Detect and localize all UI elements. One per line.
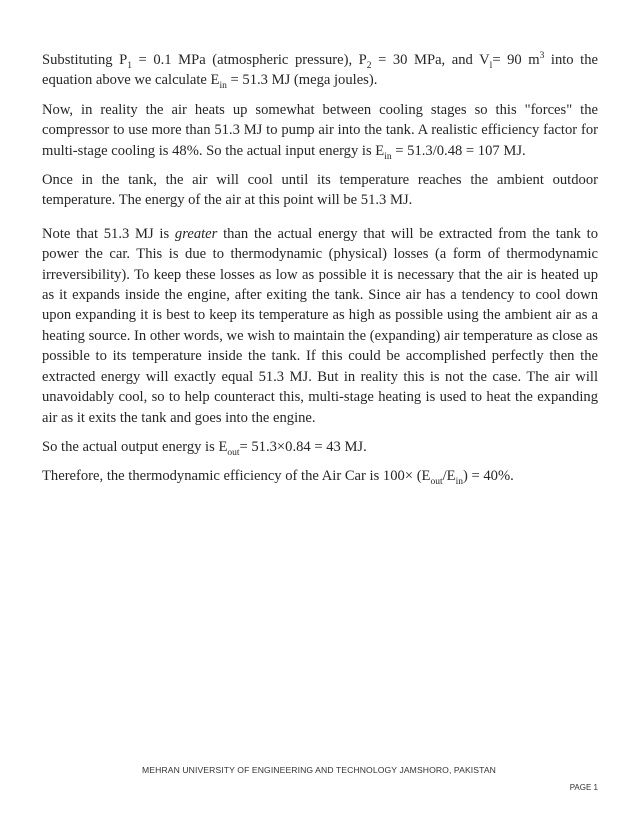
superscript: 3: [539, 51, 545, 62]
text-run: ) = 40%.: [463, 468, 514, 485]
text-run: = 51.3/0.48 = 107 MJ.: [391, 142, 526, 159]
paragraph-tank-cooling: [42, 170, 598, 211]
paragraph-substitution: [42, 50, 598, 91]
text-run: = 30 MPa, and V: [371, 52, 490, 68]
paragraph-input-energy: [42, 100, 598, 161]
subscript: l: [489, 60, 493, 71]
text-run: = 0.1 MPa (atmospheric pressure), P: [131, 52, 367, 68]
paragraph-efficiency: [42, 466, 598, 486]
text-run: Once in the tank, the air will cool until its temperature reaches the ambient outdoor temperature. The energy of the air at this point will be 51.3 MJ.: [42, 172, 598, 209]
subscript: out: [430, 477, 443, 488]
paragraph-output-energy: [42, 437, 598, 457]
subscript: out: [227, 447, 240, 458]
subscript: in: [455, 477, 463, 488]
text-run: than the actual energy that will be extracted from the tank to power the car. This is due to thermodynamic (physical) losses (a form of thermodynamic irreversibility). To keep these losses as low as possible it is necessary that the air is heated up as it expands inside the engine, after exiting the tank. Since air has a tendency to cool down upon expanding it is best to keep its temperature as high as possible using the ambient air as a heating source. In other words, we wish to maintain the (expanding) air temperature as close as possible to its temperature inside the tank. If this could be accomplished perfectly then the extracted energy will exactly equal 51.3 MJ. But in reality this is not the case. The air will unavoidably cool, so to help counteract this, multi-stage heating is used to heat the expanding air as it exits the tank and goes into the engine.: [42, 225, 598, 426]
text-run: = 90 m: [492, 52, 540, 68]
paragraph-thermodynamic-losses: [42, 224, 598, 428]
subscript: 1: [127, 60, 132, 71]
document-body: [42, 50, 598, 496]
text-run: into the equation above we calculate E: [42, 52, 598, 89]
text-run: /E: [442, 468, 456, 485]
emphasis-text: greater: [174, 225, 218, 242]
subscript: in: [219, 81, 227, 92]
text-run: Note that 51.3 MJ is: [42, 225, 175, 242]
page-footer: MEHRAN UNIVERSITY OF ENGINEERING AND TECHNOLOGY JAMSHORO, PAKISTAN: [142, 765, 496, 775]
subscript: in: [384, 151, 392, 162]
text-run: = 51.3 MJ (mega joules).: [226, 72, 378, 89]
subscript: 2: [366, 60, 372, 71]
text-run: = 51.3×0.84 = 43 MJ.: [239, 438, 367, 455]
page-number: PAGE 1: [569, 783, 598, 792]
text-run: Substituting P: [42, 52, 128, 68]
text-run: Now, in reality the air heats up somewhat between cooling stages so this "forces" the compressor to use more than 51.3 MJ to pump air into the tank. A realistic efficiency factor for multi-stage cooling is 48%. So the actual input energy is E: [42, 101, 598, 159]
text-run: Therefore, the thermodynamic efficiency of the Air Car is 100× (E: [42, 468, 431, 485]
text-run: So the actual output energy is E: [42, 438, 228, 455]
